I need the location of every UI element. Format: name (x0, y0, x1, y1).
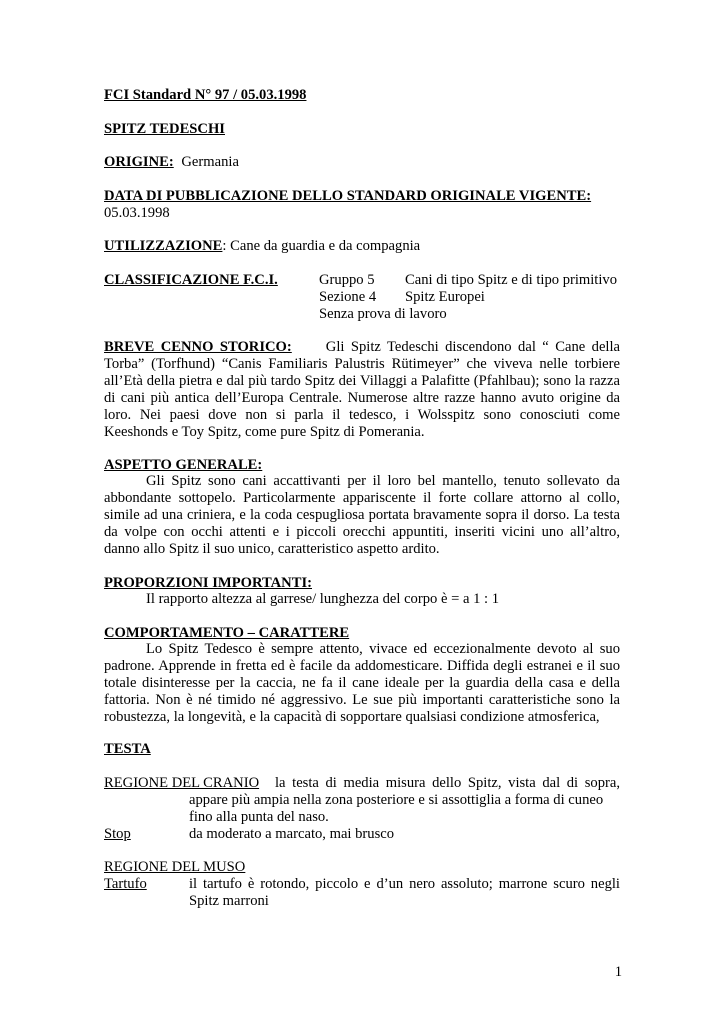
skull-text-line3: fino alla punta del naso. (189, 809, 329, 825)
utilization-label: UTILIZZAZIONE (104, 238, 223, 254)
breed-title: SPITZ TEDESCHI (104, 121, 225, 137)
origin-label: ORIGINE: (104, 154, 174, 170)
standard-number: FCI Standard N° 97 / 05.03.1998 (104, 87, 307, 103)
utilization-value: : Cane da guardia e da compagnia (222, 238, 421, 254)
nose-text: il tartufo è rotondo, piccolo e d’un nero assoluto; marrone scuro negli Spitz marroni (189, 876, 620, 909)
muzzle-label: REGIONE DEL MUSO (104, 859, 246, 875)
proportions-label: PROPORZIONI IMPORTANTI: (104, 575, 312, 591)
stop-label: Stop (104, 826, 131, 842)
classification-trial: Senza prova di lavoro (319, 306, 447, 322)
page-number: 1 (614, 964, 622, 980)
general-label: ASPETTO GENERALE: (104, 457, 263, 473)
classification-group-desc: Cani di tipo Spitz e di tipo primitivo (405, 272, 618, 288)
origin-value: Germania (181, 154, 239, 170)
classification-section: Sezione 4 (319, 289, 377, 305)
skull-text-line1: la testa di media misura dello Spitz, vista dal di sopra, (275, 775, 620, 791)
publication-label: DATA DI PUBBLICAZIONE DELLO STANDARD ORIGINALE VIGENTE: (104, 188, 592, 204)
nose-label: Tartufo (104, 876, 147, 892)
origin-line (104, 154, 239, 171)
general-text: Gli Spitz sono cani accattivanti per il loro bel mantello, tenuto sollevato da abbondante sottopelo. Particolarmente appariscente il forte collare attorno al collo, simile ad una criniera, e la coda cespugliosa portata bravamente sopra il dorso. La testa da volpe con occhi attenti e i piccoli orecchi appuntiti, inseriti vicini uno all’altro, danno allo Spitz il suo unico, caratteristico aspetto ardito. (104, 473, 620, 557)
head-label: TESTA (104, 741, 151, 757)
history-paragraph (104, 339, 620, 441)
behaviour-label: COMPORTAMENTO – CARATTERE (104, 625, 350, 641)
history-label: BREVE CENNO STORICO: (104, 339, 292, 355)
skull-label: REGIONE DEL CRANIO (104, 775, 260, 791)
classification-label: CLASSIFICAZIONE F.C.I. (104, 272, 278, 288)
history-text: Gli Spitz Tedeschi discendono dal “ Cane della Torba” (Torfhund) “Canis Familiaris Palustris Rütimeyer” che viveva nelle torbiere all’Età della pietra e dal più tardo Spitz dei Villaggi a Palafitte (Pfahlbau); sono la razza di cani più antica dell’Europa Centrale. Numerose altre razze hanno avuto origine da loro. Nei paesi dove non si parla il tedesco, i Wolsspitz sono conosciuti come Keeshonds e Toy Spitz, come pure Spitz di Pomerania. (104, 339, 621, 440)
publication-date: 05.03.1998 (104, 205, 170, 221)
skull-text-line2: appare più ampia nella zona posteriore e si assottiglia a forma di cuneo (189, 792, 604, 808)
classification-section-desc: Spitz Europei (405, 289, 485, 305)
behaviour-text: Lo Spitz Tedesco è sempre attento, vivace ed eccezionalmente devoto al suo padrone. Apprende in fretta ed è facile da addomesticare. Diffida degli estranei e il suo totale disinteresse per la caccia, ne fa il cane ideale per la guardia della casa e della fattoria. Non è né timido né aggressivo. Le sue più importanti caratteristiche sono la robustezza, la longevità, e la capacità di sopportare qualsiasi condizione atmosferica, (104, 641, 620, 725)
utilization-line (104, 238, 420, 255)
proportions-text: Il rapporto altezza al garrese/ lunghezza del corpo è = a 1 : 1 (146, 591, 500, 607)
stop-text: da moderato a marcato, mai brusco (189, 826, 395, 842)
classification-group: Gruppo 5 (319, 272, 375, 288)
